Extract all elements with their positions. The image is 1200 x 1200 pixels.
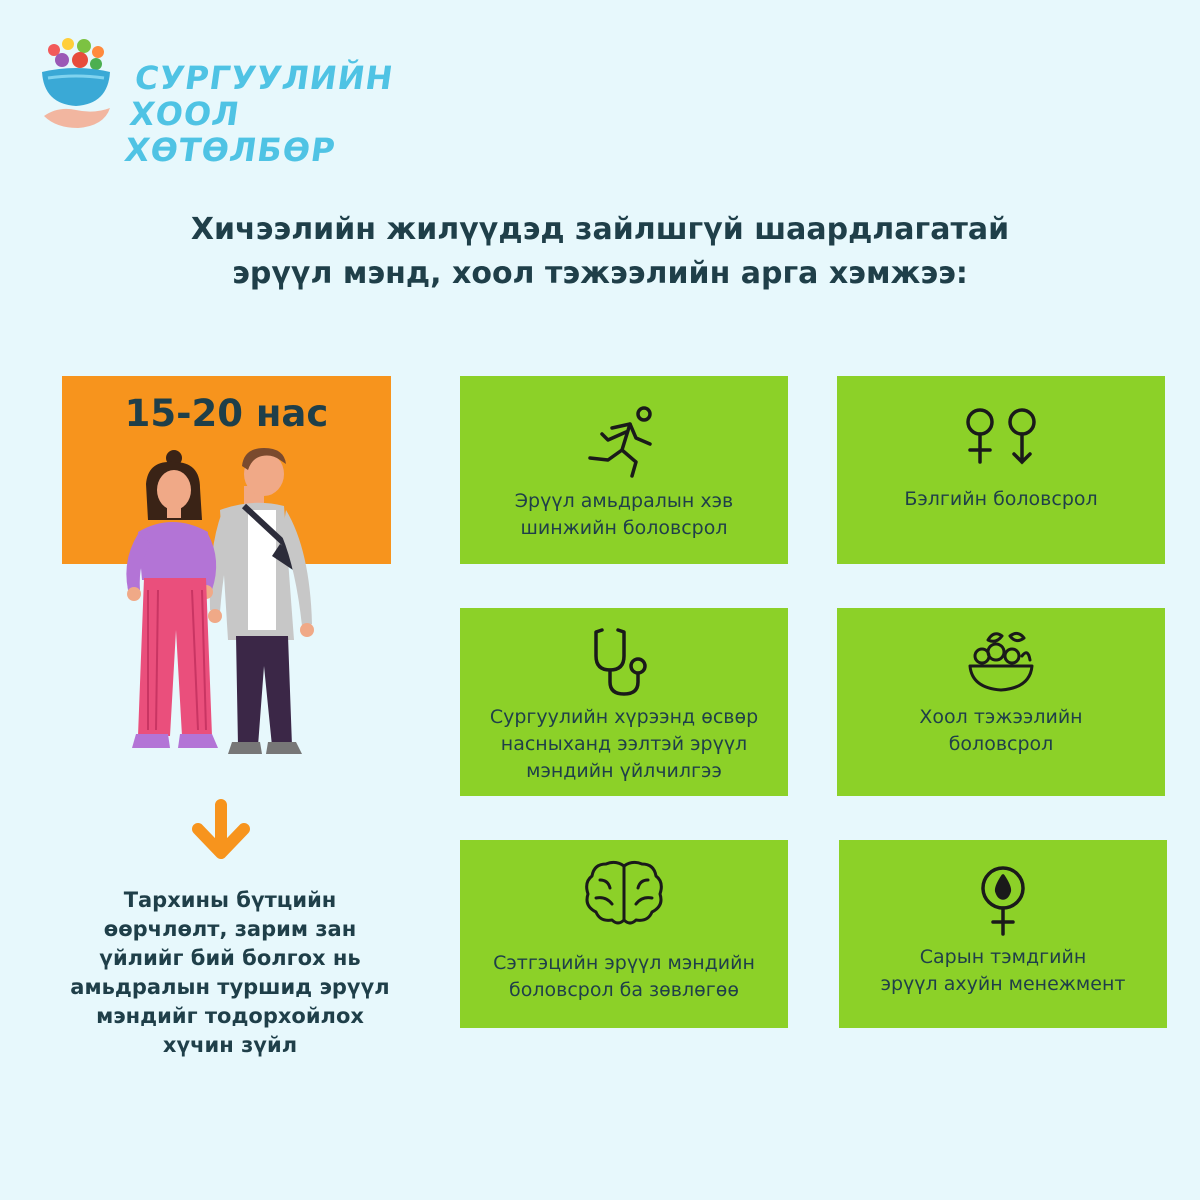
card-line: Эрүүл амьдралын хэв [514,490,734,512]
card-healthy-lifestyle [460,376,788,564]
stethoscope-icon [584,626,664,698]
card-text [847,486,1155,513]
card-line: боловсрол [948,733,1054,755]
page-headline [100,208,1100,296]
card-line: Бэлгийн боловсрол [904,488,1098,510]
card-text [847,704,1155,758]
card-text [470,488,778,542]
card-text [470,950,778,1004]
girl-figure [126,450,218,748]
card-line: Сарын тэмдгийн [919,946,1087,968]
food-bowl-hand-logo-icon [34,34,118,134]
card-text [849,944,1157,998]
gender-symbols-icon [956,404,1046,468]
salad-bowl-icon [966,626,1036,694]
side-line-6: хүчин зүйл [162,1033,298,1057]
running-person-icon [584,404,664,480]
down-arrow-icon [186,797,256,867]
card-mental-health [460,840,788,1028]
card-line: Сургуулийн хүрээнд өсвөр [489,706,759,728]
card-line: Сэтгэцийн эрүүл мэндийн [493,952,755,974]
brain-change-note [40,886,420,1060]
card-line: мэндийн үйлчилгээ [526,760,722,782]
card-nutrition-education [837,608,1165,796]
logo-line-2: ХӨТӨЛБӨР [122,131,339,169]
age-label: 15-20 нас [124,392,329,435]
card-line: эрүүл ахуйн менежмент [880,973,1126,995]
headline-line-2: эрүүл мэнд, хоол тэжээлийн арга хэмжээ: [232,256,968,291]
menstruation-symbol-icon [973,862,1033,936]
card-school-health-services [460,608,788,796]
card-text [470,704,778,785]
card-line: Хоол тэжээлийн [919,706,1083,728]
logo-text [122,60,421,168]
brain-icon [582,858,666,930]
boy-figure [208,448,314,754]
headline-line-1: Хичээлийн жилүүдэд зайлшгүй шаардлагатай [190,212,1010,247]
side-line-5: мэндийг тодорхойлох [96,1004,364,1028]
card-menstrual-hygiene [839,840,1167,1028]
card-sex-education [837,376,1165,564]
side-line-4: амьдралын туршид эрүүл [70,975,390,999]
logo-line-1: СУРГУУЛИЙН ХООЛ [127,59,396,133]
card-line: насныханд ээлтэй эрүүл [500,733,748,755]
program-logo [34,34,414,169]
side-line-3: үйлийг бий болгох нь [99,946,361,970]
side-line-2: өөрчлөлт, зарим зан [103,917,357,941]
card-line: боловсрол ба зөвлөгөө [509,979,739,1001]
card-line: шинжийн боловсрол [520,517,728,539]
side-line-1: Тархины бүтцийн [123,888,337,912]
teenagers-illustration [112,440,332,765]
